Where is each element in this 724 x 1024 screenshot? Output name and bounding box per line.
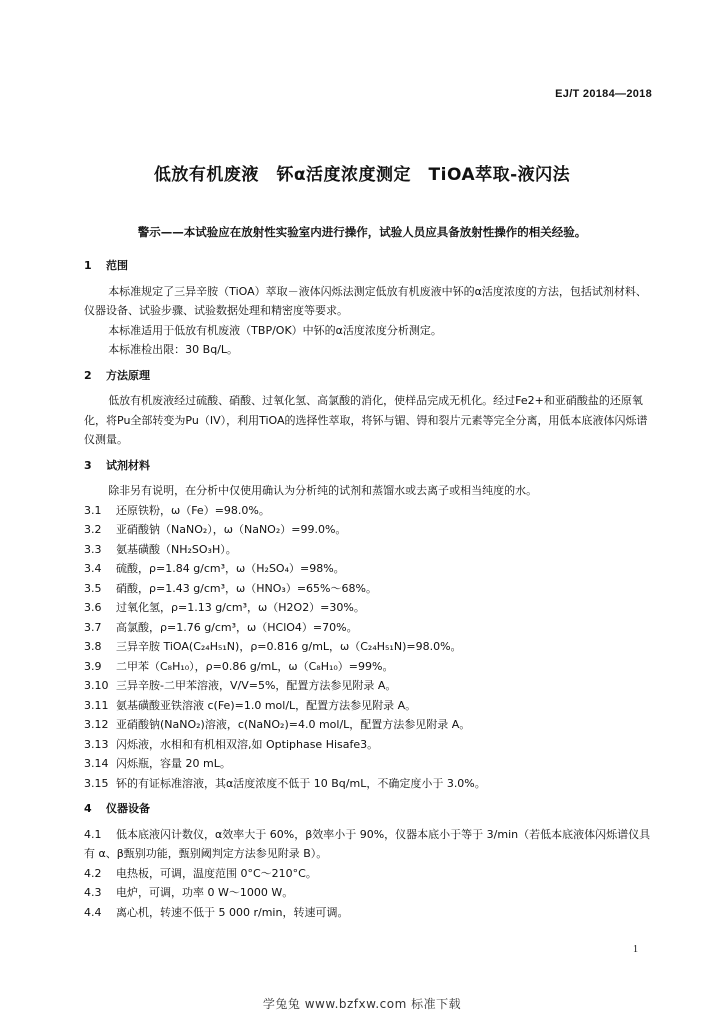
section-number: 2 [84,368,92,382]
section-title: 方法原理 [106,368,150,382]
list-item [84,696,656,716]
page-number: 1 [633,944,638,955]
section-body-instruments [84,825,656,923]
item-number: 3.5 [84,581,102,595]
list-item [84,598,656,618]
item-text: 离心机，转速不低于 5 000 r/min，转速可调。 [116,905,349,919]
item-number: 4.4 [84,905,102,919]
item-number: 3.7 [84,620,102,634]
item-number: 3.8 [84,640,102,653]
section-body-reagents [84,481,656,793]
item-number: 3.15 [84,776,109,790]
section-body-principle [84,391,656,450]
document-code: EJ/T 20184—2018 [555,88,652,100]
list-item [84,579,656,599]
item-number: 3.12 [84,718,109,731]
item-number: 3.1 [84,503,102,517]
item-text: 三异辛胺 TiOA(C₂₄H₅₁N)，ρ=0.816 g/mL，ω（C₂₄H₅₁N)=98.0%。 [116,640,462,653]
section-heading-instruments [84,799,656,819]
footer-watermark: 学兔兔 www.bzfxw.com 标准下载 [262,997,462,1011]
section-number: 4 [84,802,92,815]
list-item [84,501,656,521]
item-number: 3.2 [84,523,102,536]
paragraph: 除非另有说明，在分析中仅使用确认为分析纯的试剂和蒸馏水或去离子或相当纯度的水。 [108,484,538,497]
item-number: 3.13 [84,737,109,751]
item-number: 3.10 [84,679,109,692]
list-item [84,883,656,903]
item-text: 亚硝酸钠(NaNO₂)溶液，c(NaNO₂)=4.0 mol/L，配置方法参见附录 A。 [116,718,471,731]
item-text: 钚的有证标准溶液，其α活度浓度不低于 10 Bq/mL，不确定度小于 3.0%。 [116,776,486,790]
item-text: 氨基磺酸（NH₂SO₃H）。 [116,542,237,556]
item-text: 低本底液闪计数仪，α效率大于 60%，β效率小于 90%，仪器本底小于等于 3/min（若低本底液体闪烁谱仪具有 α、β甄别功能，甄别阈判定方法参见附录 B）。 [84,827,651,860]
list-item [84,637,656,657]
list-item [84,559,656,579]
item-text: 还原铁粉，ω（Fe）=98.0%。 [116,503,270,517]
document-title: 低放有机废液 钚α活度浓度测定 TiOA萃取-液闪法 [153,165,571,185]
item-text: 氨基磺酸亚铁溶液 c(Fe)=1.0 mol/L，配置方法参见附录 A。 [116,698,417,712]
item-text: 闪烁液，水相和有机相双溶,如 Optiphase Hisafe3。 [116,737,379,751]
list-item [84,520,656,540]
item-text: 亚硝酸钠（NaNO₂），ω（NaNO₂）=99.0%。 [116,523,347,536]
section-number: 1 [84,259,92,272]
item-text: 二甲苯（C₈H₁₀），ρ=0.86 g/mL，ω（C₈H₁₀）=99%。 [116,659,394,673]
section-title: 范围 [106,259,128,272]
paragraph: 本标准适用于低放有机废液（TBP/OK）中钚的α活度浓度分析测定。 [108,323,442,337]
list-item [84,825,656,864]
item-number: 4.3 [84,886,102,899]
paragraph: 低放有机废液经过硫酸、硝酸、过氧化氢、高氯酸的消化，使样品完成无机化。经过Fe2+和亚硝酸盐的还原氧化，将Pu全部转变为Pu（IV），利用TiOA的选择性萃取，将钚与镅、锝和裂片元素等完全分离，用低本底液体闪烁谱仪测量。 [84,394,648,446]
list-item [84,864,656,884]
list-item [84,715,656,735]
item-text: 硝酸，ρ=1.43 g/cm³，ω（HNO₃）=65%～68%。 [116,581,377,595]
item-text: 硫酸，ρ=1.84 g/cm³，ω（H₂SO₄）=98%。 [116,562,345,575]
list-item [84,618,656,638]
item-number: 3.11 [84,698,109,712]
item-number: 4.1 [84,827,102,841]
item-number: 3.3 [84,542,102,556]
list-item [84,676,656,696]
list-item [84,657,656,677]
section-title: 仪器设备 [106,802,150,815]
list-item [84,774,656,794]
item-number: 3.9 [84,659,102,673]
section-title: 试剂材料 [106,458,150,472]
item-number: 3.6 [84,601,102,614]
list-item [84,735,656,755]
list-item [84,540,656,560]
list-item [84,903,656,923]
item-number: 4.2 [84,866,102,880]
warning-notice: 警示——本试验应在放射性实验室内进行操作，试验人员应具备放射性操作的相关经验。 [137,225,587,239]
section-body-scope [84,282,656,360]
item-number: 3.4 [84,562,102,575]
item-number: 3.14 [84,757,109,770]
item-text: 闪烁瓶，容量 20 mL。 [116,757,231,770]
item-text: 电炉，可调，功率 0 W～1000 W。 [116,886,294,899]
paragraph: 本标准检出限：30 Bq/L。 [108,343,239,356]
item-text: 过氧化氢，ρ=1.13 g/cm³，ω（H2O2）=30%。 [116,601,365,614]
paragraph: 本标准规定了三异辛胺（TiOA）萃取－液体闪烁法测定低放有机废液中钚的α活度浓度的方法，包括试剂材料、仪器设备、试验步骤、试验数据处理和精密度等要求。 [84,284,647,317]
section-heading-reagents [84,456,656,476]
list-item [84,754,656,774]
item-text: 电热板，可调，温度范围 0°C～210°C。 [116,866,317,880]
item-text: 高氯酸，ρ=1.76 g/cm³，ω（HClO4）=70%。 [116,620,358,634]
section-heading-scope [84,256,656,276]
document-body [84,250,656,928]
section-heading-principle [84,366,656,386]
section-number: 3 [84,458,92,472]
item-text: 三异辛胺-二甲苯溶液，V/V=5%，配置方法参见附录 A。 [116,679,397,692]
